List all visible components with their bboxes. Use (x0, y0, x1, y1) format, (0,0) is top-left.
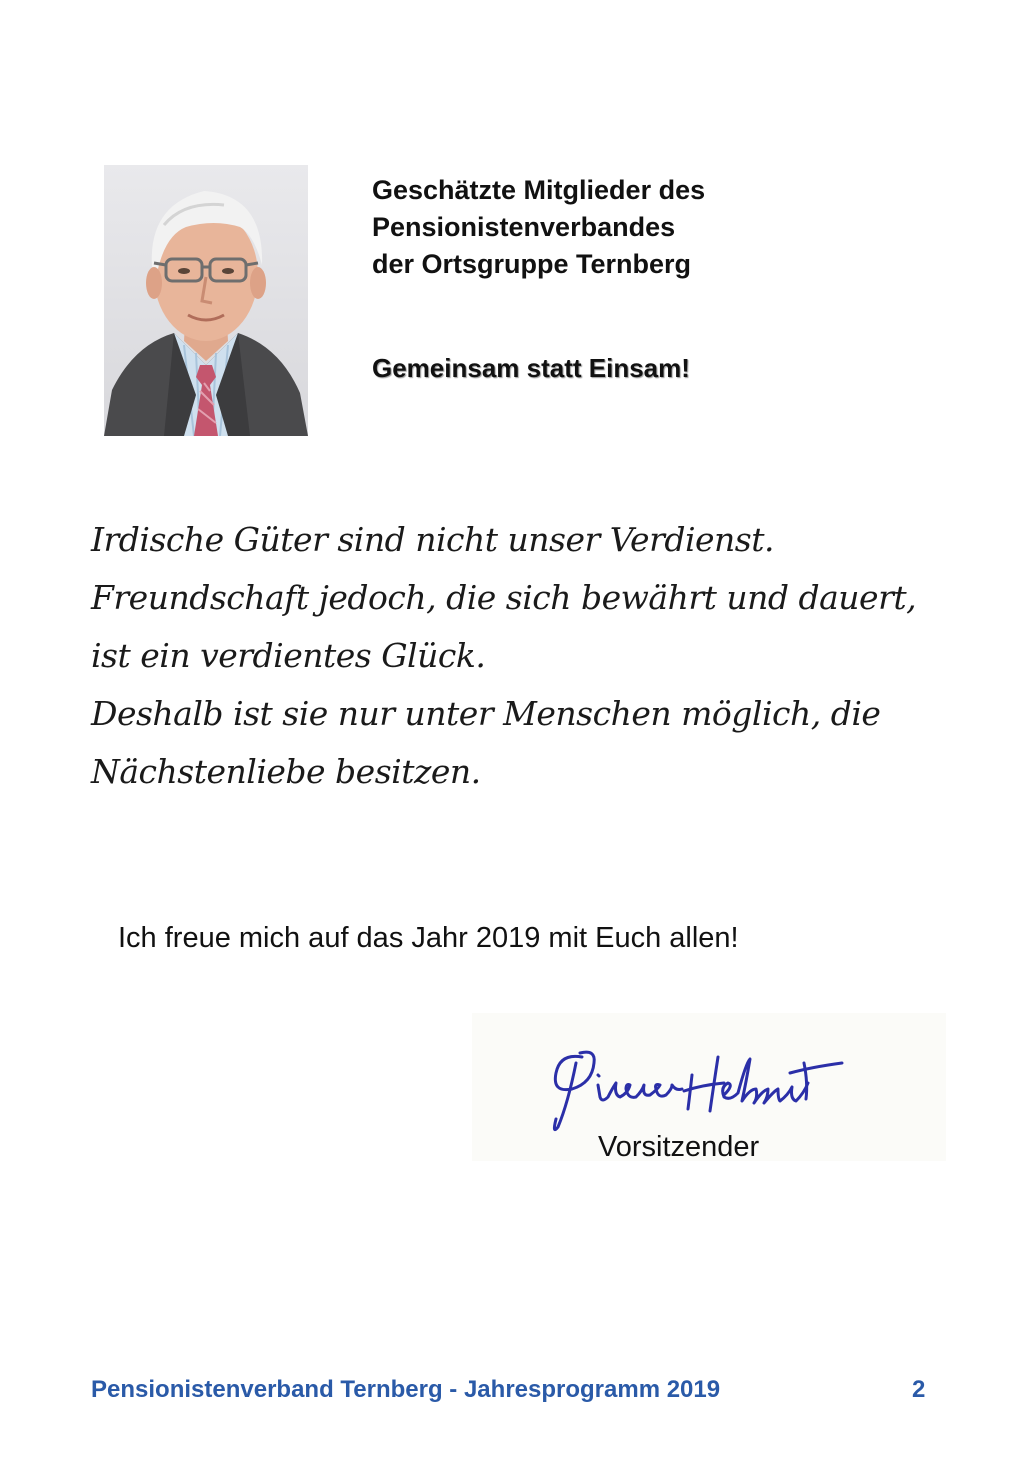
quote-line: ist ein verdientes Glück. (91, 636, 486, 675)
signatory-role: Vorsitzender (598, 1131, 760, 1163)
footer-page-number: 2 (912, 1376, 926, 1403)
quote-line: Nächstenliebe besitzen. (91, 752, 481, 791)
greeting-line: Pensionistenverbandes (372, 212, 676, 242)
greeting-heading (372, 172, 932, 283)
quote-block (91, 511, 991, 801)
quote-line: Deshalb ist sie nur unter Menschen möglich, die (91, 694, 881, 733)
quote-line: Freundschaft jedoch, die sich bewährt und dauert, (91, 578, 917, 617)
closing-sentence: Ich freue mich auf das Jahr 2019 mit Euch allen! (118, 922, 739, 954)
quote-line: Irdische Güter sind nicht unser Verdienst. (91, 520, 774, 559)
greeting-line: Geschätzte Mitglieder des (372, 175, 706, 205)
chairman-portrait-photo (104, 165, 308, 436)
motto-text: Gemeinsam statt Einsam! (372, 353, 690, 383)
greeting-line: der Ortsgruppe Ternberg (372, 249, 692, 279)
footer-title: Pensionistenverband Ternberg - Jahresprogramm 2019 (91, 1376, 721, 1403)
